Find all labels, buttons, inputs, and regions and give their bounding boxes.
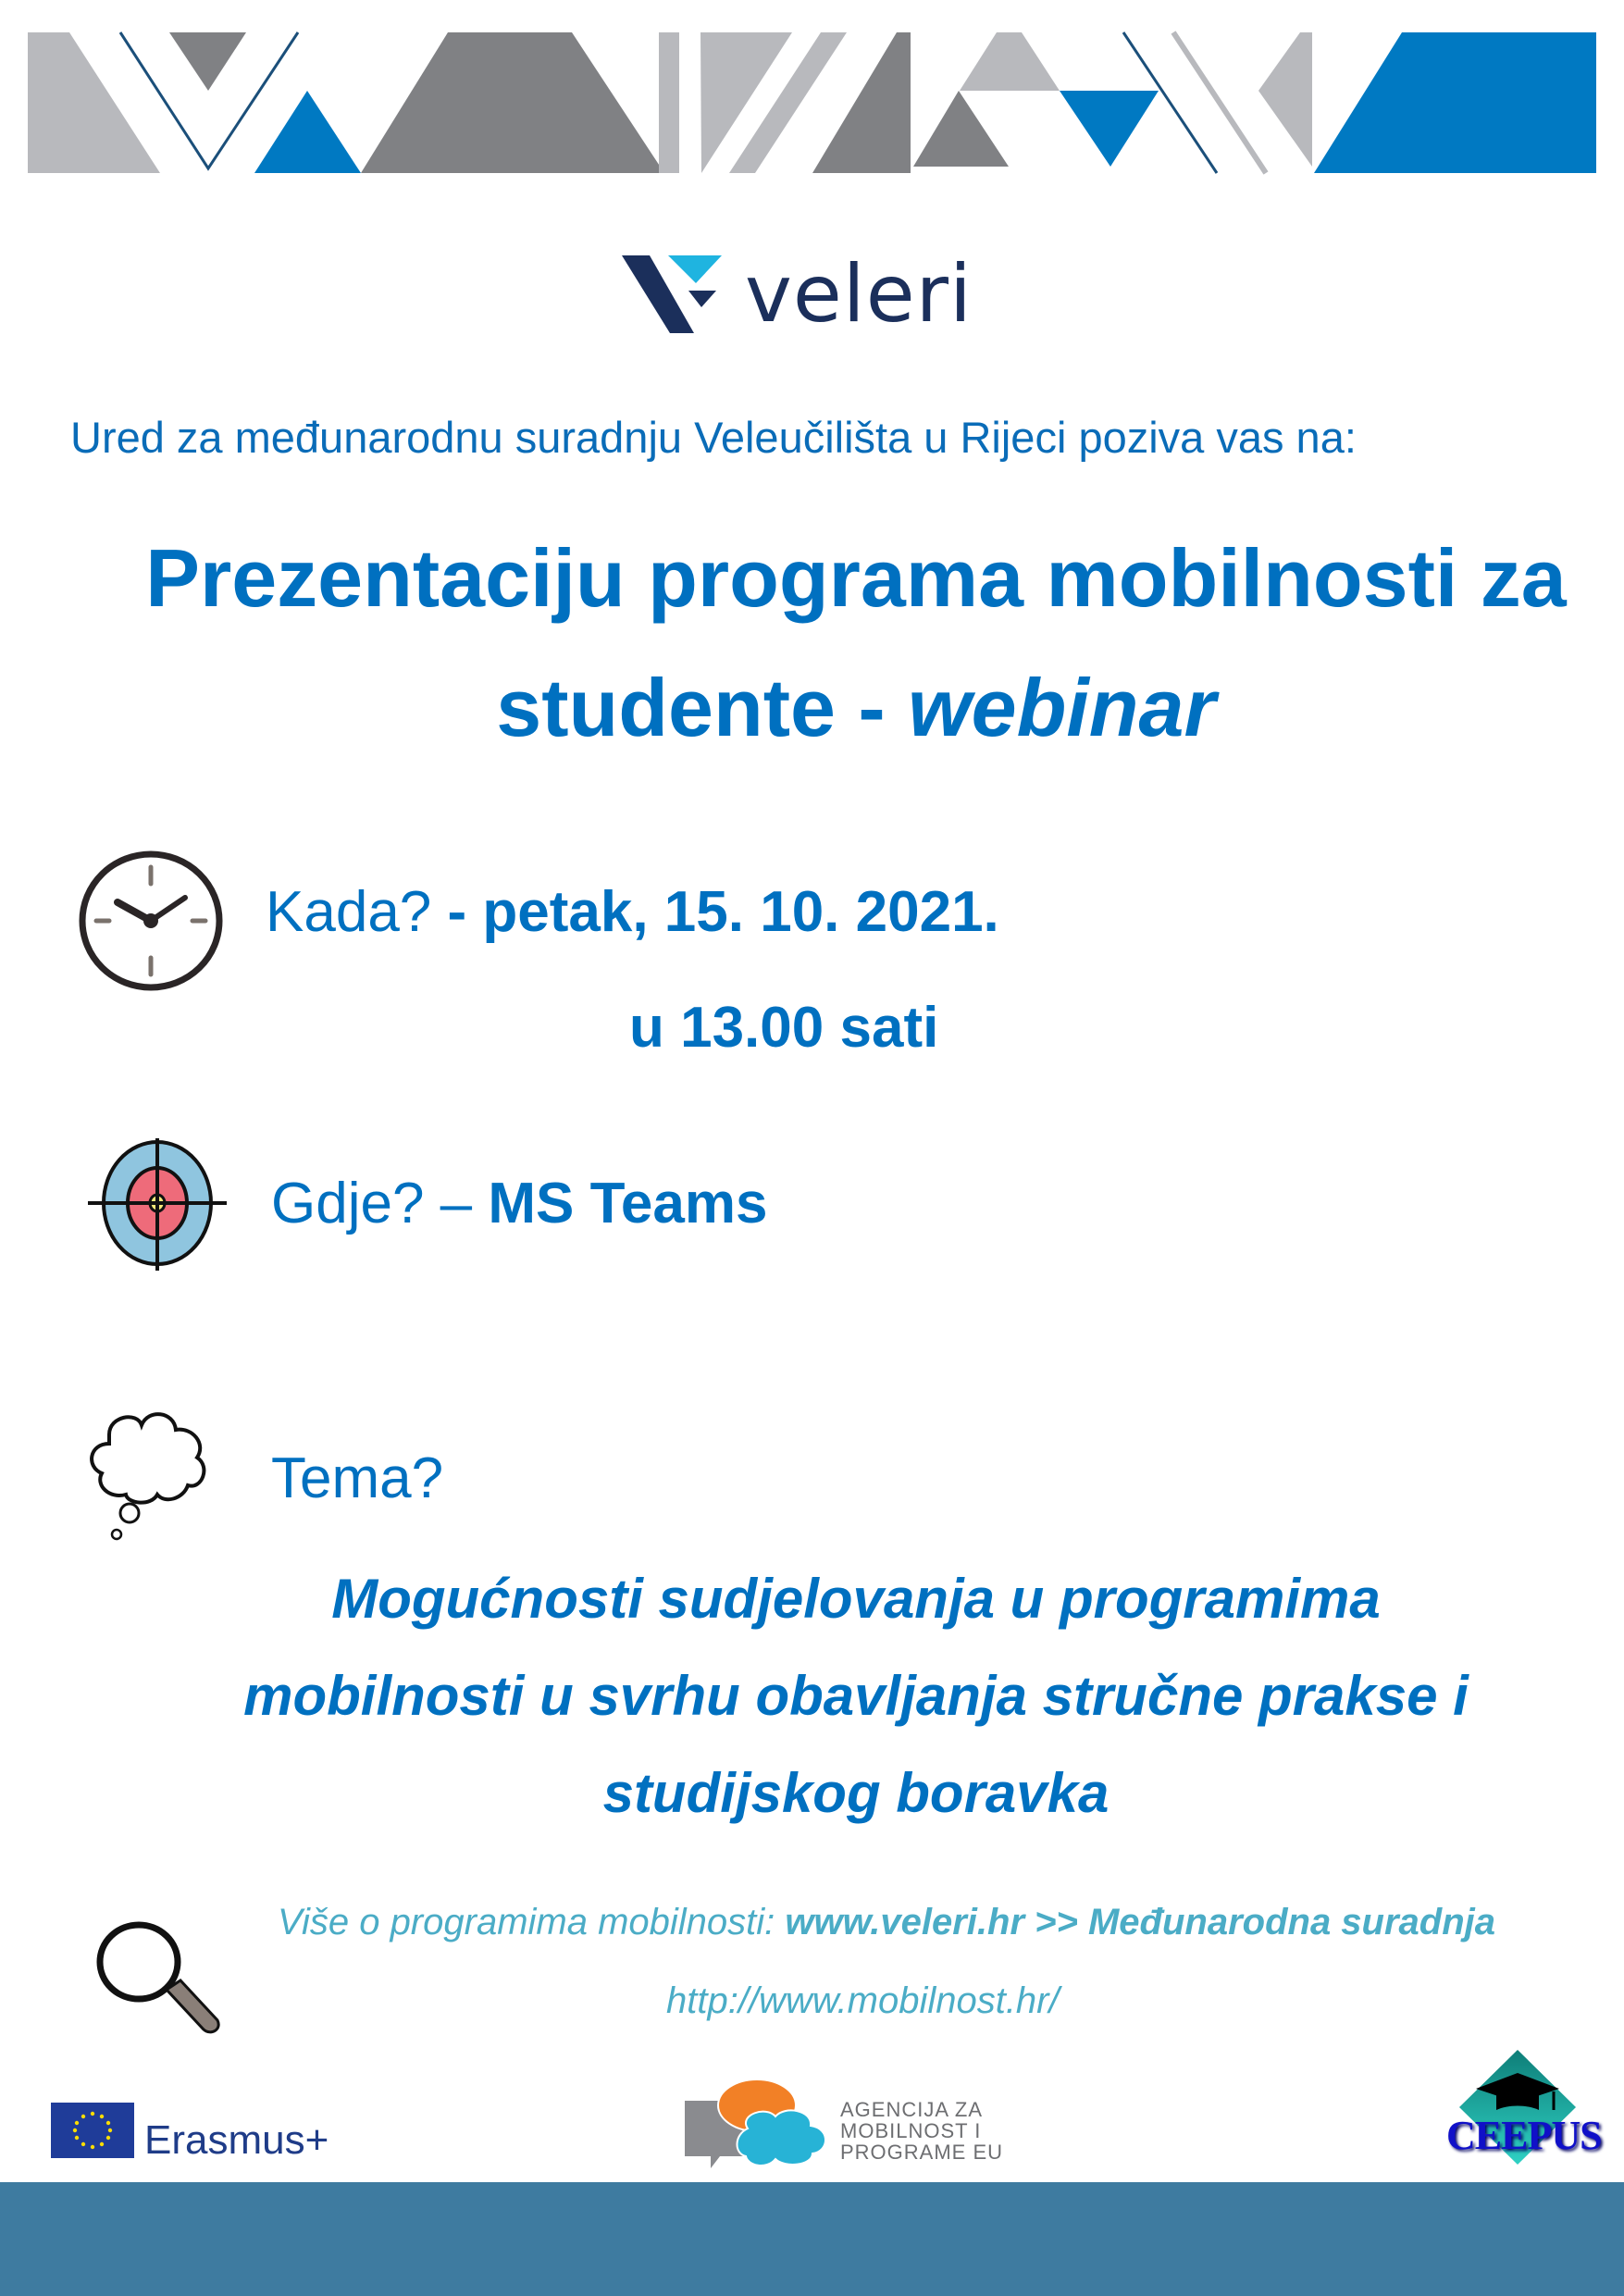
title-line-2: [93, 643, 1619, 773]
topic-label: Tema?: [271, 1446, 444, 1510]
topic-description: [157, 1550, 1555, 1842]
mobilnost-link[interactable]: http://www.mobilnost.hr/: [666, 1980, 1060, 2021]
agency-logo-icon: [683, 2078, 833, 2170]
target-icon: [88, 1134, 227, 1272]
ceepus-logo-text: CEEPUS: [1446, 2113, 1602, 2158]
clock-icon: [76, 847, 226, 995]
where-text: [271, 1171, 767, 1236]
footer-bar: [0, 2182, 1624, 2296]
topic-line-1: Mogućnosti sudjelovanja u programima: [331, 1568, 1381, 1630]
agency-logo-text: [840, 2099, 1003, 2163]
more-info-text: [278, 1902, 1495, 1943]
title-line-2-italic: webinar: [908, 662, 1216, 753]
when-label: Kada?: [266, 880, 432, 944]
intro-text: Ured za međunarodnu suradnju Veleučilišta u Rijeci poziva vas na:: [70, 413, 1357, 462]
veleri-logo-text: veleri: [745, 248, 973, 341]
magnifier-icon: [93, 1920, 227, 2041]
where-label: Gdje? –: [271, 1172, 489, 1235]
title-line-1: Prezentaciju programa mobilnosti za: [145, 532, 1567, 624]
veleri-site-link[interactable]: www.veleri.hr: [785, 1902, 1025, 1942]
page-title: [93, 514, 1619, 773]
decorative-banner: [0, 0, 1624, 185]
when-text: [266, 879, 999, 945]
title-line-2-plain: studente -: [496, 662, 909, 753]
international-cooperation-link[interactable]: >> Međunarodna suradnja: [1024, 1902, 1496, 1942]
agency-line-1: AGENCIJA ZA: [840, 2098, 984, 2121]
when-time: u 13.00 sati: [629, 996, 939, 1060]
where-value: MS Teams: [488, 1172, 768, 1235]
agency-line-2: MOBILNOST I: [840, 2119, 982, 2142]
topic-line-2: mobilnosti u svrhu obavljanja stručne prakse i: [243, 1665, 1469, 1727]
eu-flag-icon: [51, 2103, 134, 2158]
agency-line-3: PROGRAME EU: [840, 2141, 1004, 2164]
when-date: - petak, 15. 10. 2021.: [431, 880, 999, 944]
veleri-logo-icon: [622, 255, 728, 333]
thought-cloud-icon: [81, 1407, 220, 1545]
more-info-prefix: Više o programima mobilnosti:: [278, 1902, 786, 1942]
topic-line-3: studijskog boravka: [602, 1762, 1110, 1824]
erasmus-logo-text: Erasmus+: [144, 2117, 329, 2163]
